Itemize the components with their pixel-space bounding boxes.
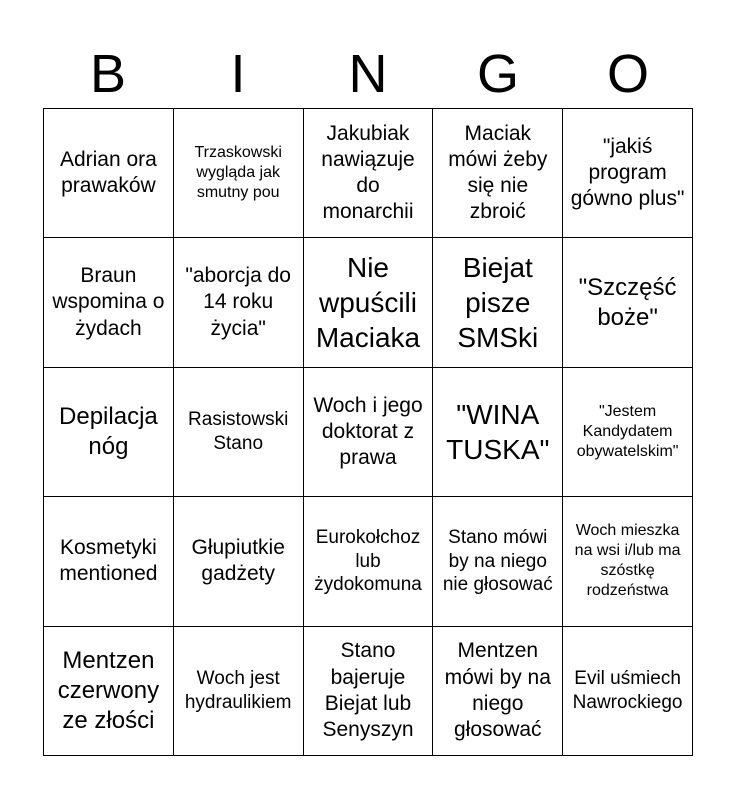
- bingo-cell-r1-c4[interactable]: Maciak mówi żeby się nie zbroić: [433, 109, 563, 238]
- bingo-cell-r5-c4[interactable]: Mentzen mówi by na niego głosować: [433, 627, 563, 756]
- bingo-cell-r2-c2[interactable]: "aborcja do 14 roku życia": [174, 238, 304, 367]
- bingo-cell-r1-c5[interactable]: "jakiś program gówno plus": [563, 109, 693, 238]
- bingo-header: [43, 40, 693, 108]
- bingo-cell-r3-c2[interactable]: Rasistowski Stano: [174, 368, 304, 497]
- header-letter-n: N: [348, 44, 388, 104]
- bingo-cell-r1-c1[interactable]: Adrian ora prawaków: [44, 109, 174, 238]
- bingo-cell-r5-c1[interactable]: Mentzen czerwony ze złości: [44, 627, 174, 756]
- bingo-cell-r4-c1[interactable]: Kosmetyki mentioned: [44, 497, 174, 626]
- bingo-cell-r4-c2[interactable]: Głupiutkie gadżety: [174, 497, 304, 626]
- bingo-cell-r1-c2[interactable]: Trzaskowski wygląda jak smutny pou: [174, 109, 304, 238]
- header-letter-i: I: [230, 44, 246, 104]
- bingo-cell-r1-c3[interactable]: Jakubiak nawiązuje do monarchii: [304, 109, 434, 238]
- header-letter-b: B: [89, 44, 127, 104]
- bingo-cell-r2-c5[interactable]: "Szczęść boże": [563, 238, 693, 367]
- bingo-cell-r5-c5[interactable]: Evil uśmiech Nawrockiego: [563, 627, 693, 756]
- bingo-cell-r3-c3[interactable]: Woch i jego doktorat z prawa: [304, 368, 434, 497]
- bingo-cell-r2-c1[interactable]: Braun wspomina o żydach: [44, 238, 174, 367]
- bingo-cell-r2-c4[interactable]: Biejat pisze SMSki: [433, 238, 563, 367]
- bingo-board: [43, 108, 693, 756]
- bingo-cell-r3-c4[interactable]: "WINA TUSKA": [433, 368, 563, 497]
- bingo-cell-r4-c3[interactable]: Eurokołchoz lub żydokomuna: [304, 497, 434, 626]
- bingo-cell-r3-c1[interactable]: Depilacja nóg: [44, 368, 174, 497]
- bingo-cell-r3-c5[interactable]: "Jestem Kandydatem obywatelskim": [563, 368, 693, 497]
- header-letter-g: G: [476, 44, 519, 104]
- bingo-cell-r5-c2[interactable]: Woch jest hydraulikiem: [174, 627, 304, 756]
- bingo-cell-r4-c5[interactable]: Woch mieszka na wsi i/lub ma szóstkę rodzeństwa: [563, 497, 693, 626]
- header-letter-o: O: [606, 44, 649, 104]
- bingo-cell-r5-c3[interactable]: Stano bajeruje Biejat lub Senyszyn: [304, 627, 434, 756]
- bingo-cell-r2-c3[interactable]: Nie wpuścili Maciaka: [304, 238, 434, 367]
- bingo-cell-r4-c4[interactable]: Stano mówi by na niego nie głosować: [433, 497, 563, 626]
